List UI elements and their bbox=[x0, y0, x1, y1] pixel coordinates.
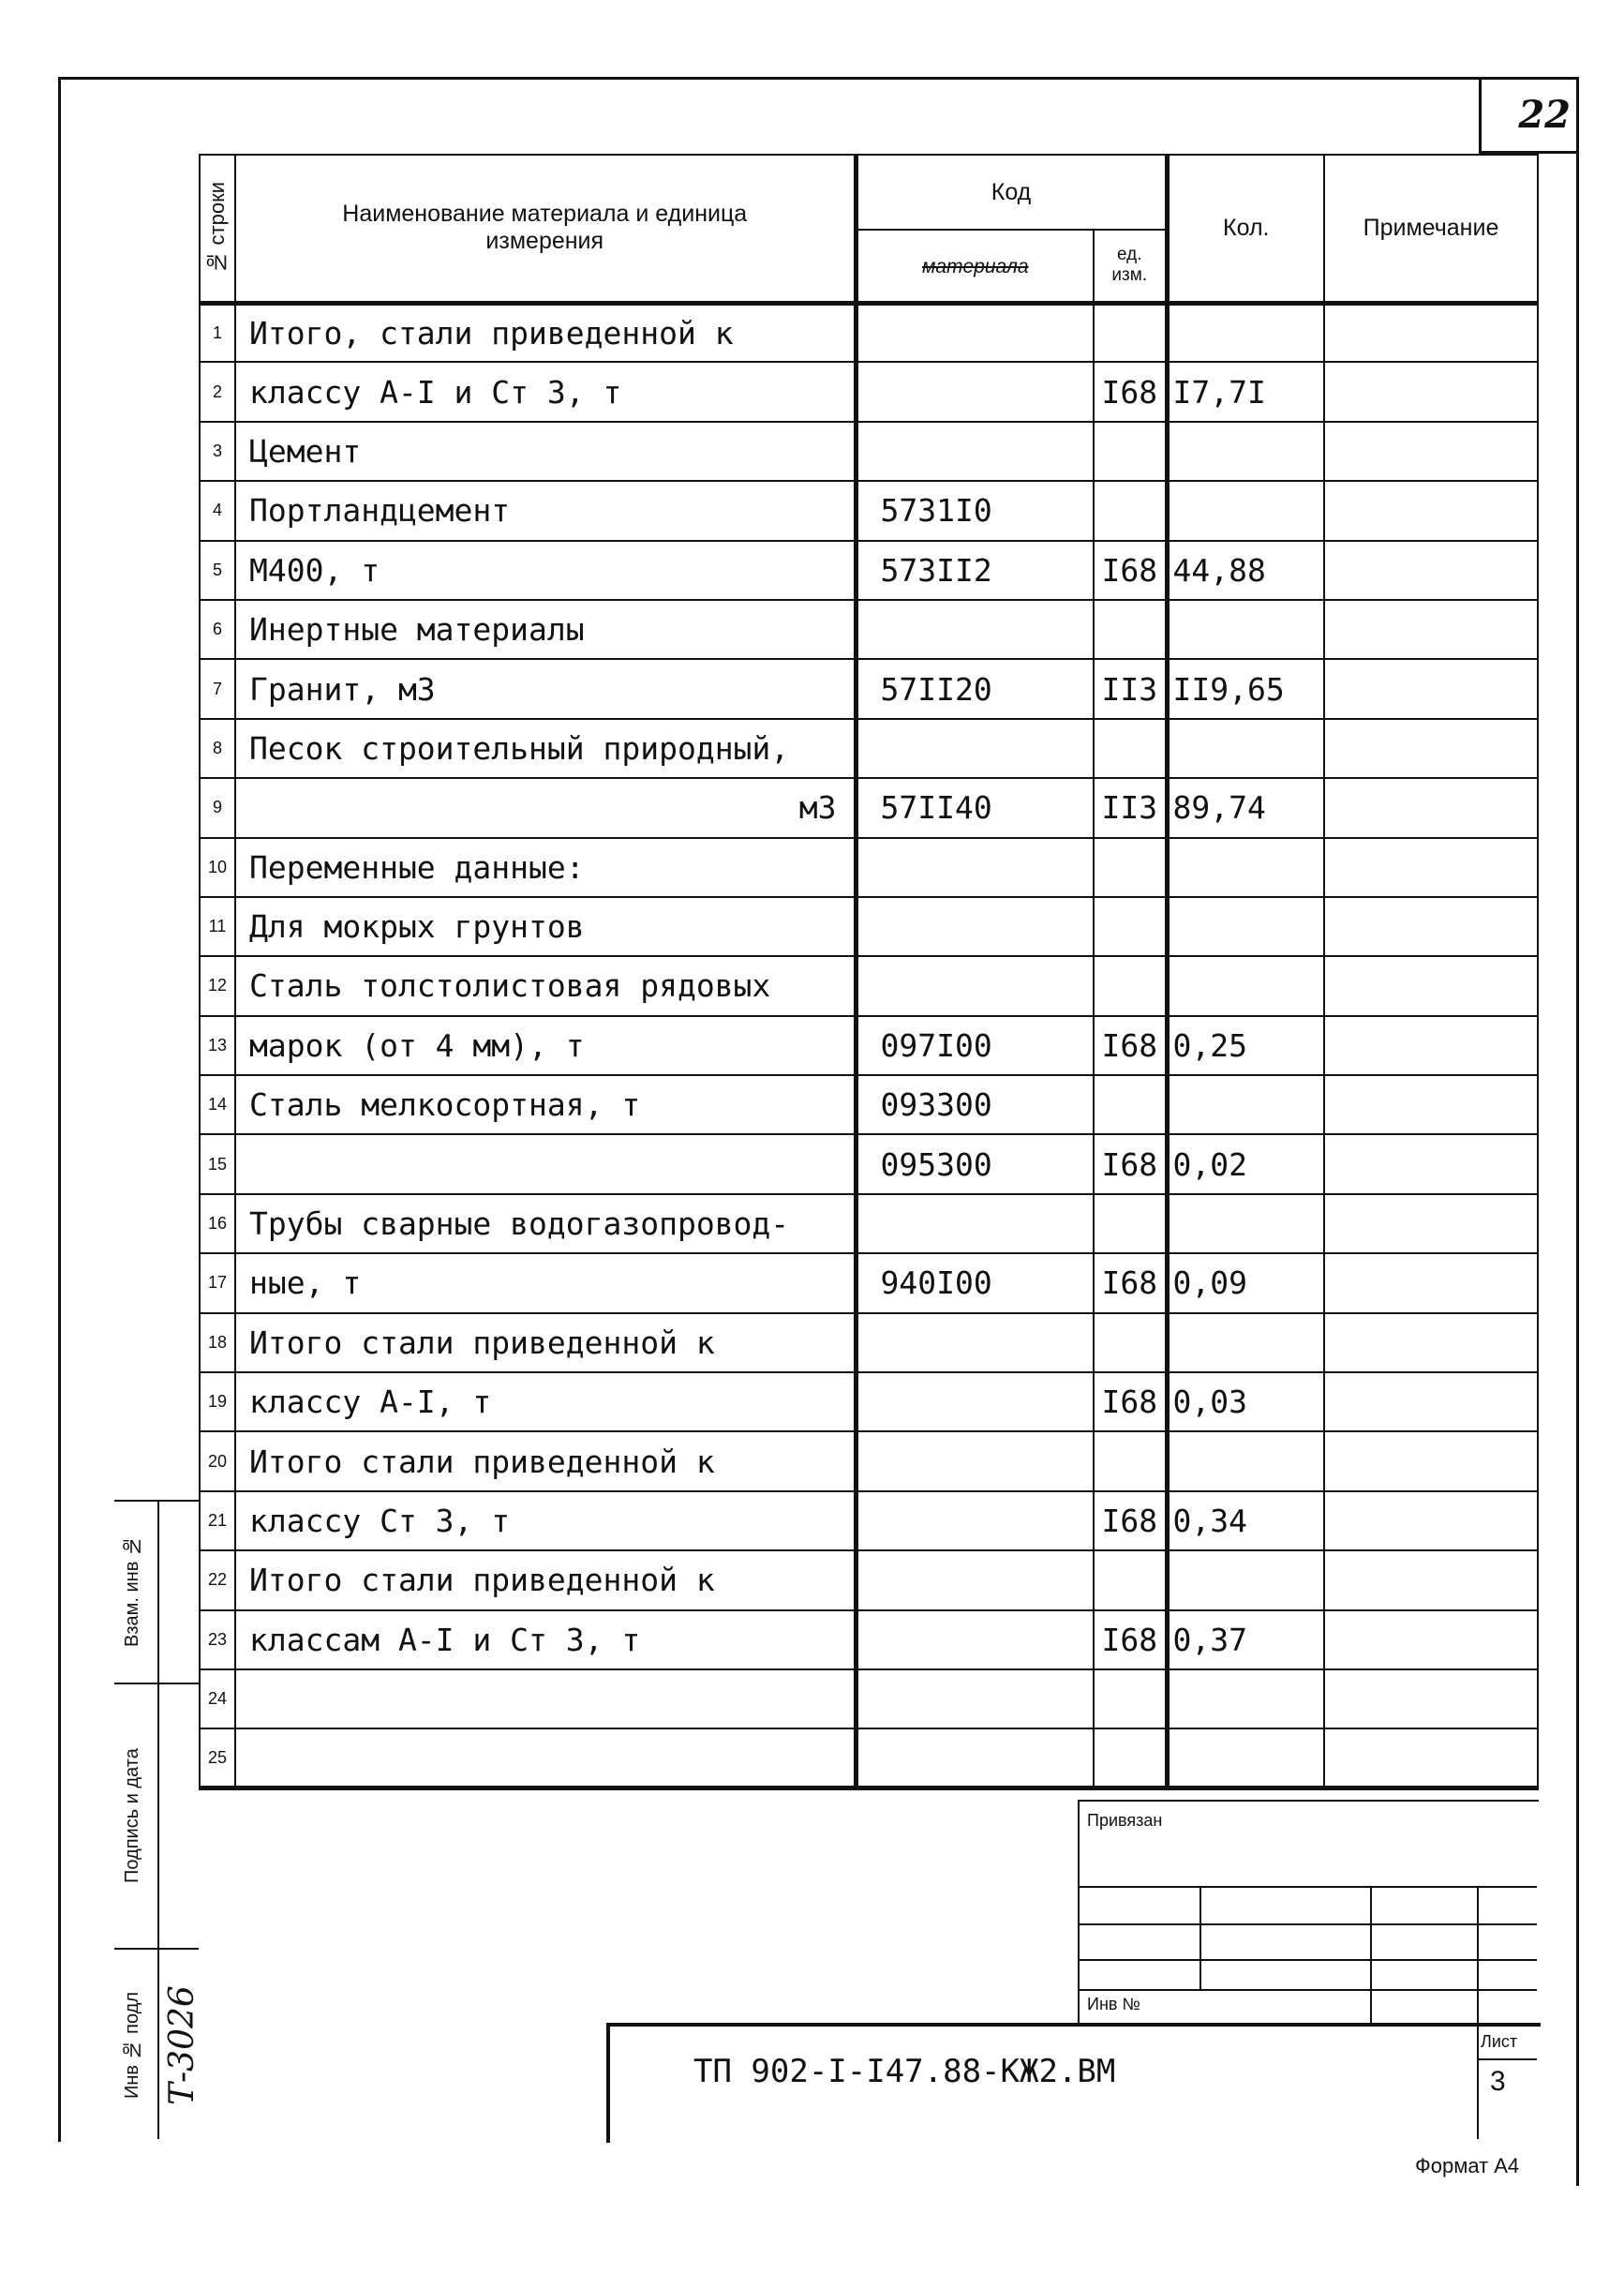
material-name-cell: классам А-I и Ст 3, т bbox=[235, 1610, 856, 1669]
quantity-cell: 0,02 bbox=[1167, 1134, 1324, 1193]
unit-code-cell bbox=[1094, 897, 1167, 956]
note-cell bbox=[1324, 719, 1538, 778]
unit-code-cell bbox=[1094, 1194, 1167, 1253]
quantity-cell: 0,03 bbox=[1167, 1372, 1324, 1431]
note-cell bbox=[1324, 1253, 1538, 1312]
note-cell bbox=[1324, 600, 1538, 659]
quantity-cell bbox=[1167, 719, 1324, 778]
side-label-vzam: Взам. инв № bbox=[122, 1535, 142, 1648]
row-number-cell: 11 bbox=[200, 897, 235, 956]
material-name-cell: Песок строительный природный, bbox=[235, 719, 856, 778]
side-stamp-separator bbox=[157, 1500, 159, 2139]
row-number-cell: 14 bbox=[200, 1075, 235, 1134]
table-row bbox=[200, 1194, 1538, 1253]
side-divider-2 bbox=[114, 1948, 199, 1950]
unit-code-cell bbox=[1094, 600, 1167, 659]
document-code: ТП 902-I-I47.88-КЖ2.ВМ bbox=[693, 2053, 1116, 2090]
quantity-cell: 0,37 bbox=[1167, 1610, 1324, 1669]
material-name-cell bbox=[235, 1134, 856, 1193]
material-code-cell: 095300 bbox=[856, 1134, 1094, 1193]
material-name-cell: марок (от 4 мм), т bbox=[235, 1016, 856, 1075]
note-cell bbox=[1324, 1313, 1538, 1372]
table-row bbox=[200, 422, 1538, 481]
table-row bbox=[200, 1728, 1538, 1788]
material-name-cell: Инертные материалы bbox=[235, 600, 856, 659]
table-row bbox=[200, 838, 1538, 897]
note-cell bbox=[1324, 422, 1538, 481]
side-label-signature: Подпись и дата bbox=[122, 1748, 142, 1884]
note-cell bbox=[1324, 659, 1538, 718]
row-number-cell: 25 bbox=[200, 1728, 235, 1788]
table-row bbox=[200, 1313, 1538, 1372]
table-row bbox=[200, 1134, 1538, 1193]
material-name-cell: классу А-I и Ст 3, т bbox=[235, 362, 856, 421]
quantity-cell bbox=[1167, 1431, 1324, 1490]
sheet-value: 3 bbox=[1490, 2066, 1506, 2097]
unit-code-cell bbox=[1094, 1313, 1167, 1372]
quantity-cell bbox=[1167, 897, 1324, 956]
material-code-cell bbox=[856, 1491, 1094, 1550]
stamp-line-2 bbox=[1078, 1923, 1537, 1925]
row-number-cell: 10 bbox=[200, 838, 235, 897]
unit-code-cell bbox=[1094, 1728, 1167, 1788]
material-code-cell bbox=[856, 1669, 1094, 1728]
quantity-cell bbox=[1167, 1075, 1324, 1134]
row-number-cell: 21 bbox=[200, 1491, 235, 1550]
sheet-right-border bbox=[1576, 77, 1579, 2186]
material-code-cell bbox=[856, 719, 1094, 778]
note-cell bbox=[1324, 778, 1538, 837]
unit-code-cell: I68 bbox=[1094, 1372, 1167, 1431]
material-code-cell bbox=[856, 1194, 1094, 1253]
unit-code-cell bbox=[1094, 838, 1167, 897]
quantity-cell bbox=[1167, 600, 1324, 659]
material-name-cell: М400, т bbox=[235, 541, 856, 600]
note-cell bbox=[1324, 541, 1538, 600]
note-cell bbox=[1324, 897, 1538, 956]
note-cell bbox=[1324, 1669, 1538, 1728]
material-code-cell: 573II2 bbox=[856, 541, 1094, 600]
quantity-cell bbox=[1167, 1728, 1324, 1788]
stamp-line-4 bbox=[1078, 1989, 1537, 1991]
quantity-cell: 0,09 bbox=[1167, 1253, 1324, 1312]
unit-code-cell: II3 bbox=[1094, 659, 1167, 718]
format-label: Формат А4 bbox=[1415, 2154, 1520, 2177]
row-number-cell: 23 bbox=[200, 1610, 235, 1669]
unit-code-cell bbox=[1094, 1550, 1167, 1609]
quantity-cell bbox=[1167, 838, 1324, 897]
row-number-cell: 4 bbox=[200, 481, 235, 540]
header-note: Примечание bbox=[1324, 155, 1538, 303]
note-cell bbox=[1324, 1610, 1538, 1669]
table-row bbox=[200, 1253, 1538, 1312]
material-code-cell bbox=[856, 1610, 1094, 1669]
header-code-unit: ед. изм. bbox=[1094, 230, 1167, 303]
unit-code-cell bbox=[1094, 1431, 1167, 1490]
material-code-cell: 097I00 bbox=[856, 1016, 1094, 1075]
row-number-cell: 16 bbox=[200, 1194, 235, 1253]
side-divider-1 bbox=[114, 1683, 199, 1684]
material-name-cell: Итого, стали приведенной к bbox=[235, 303, 856, 362]
stamp-vline-2 bbox=[1370, 1886, 1372, 2023]
stamp-inv-no: Инв № bbox=[1087, 1995, 1140, 2013]
unit-code-cell: I68 bbox=[1094, 1134, 1167, 1193]
material-name-cell: ные, т bbox=[235, 1253, 856, 1312]
material-name-cell: Трубы сварные водогазопровод- bbox=[235, 1194, 856, 1253]
material-name-cell bbox=[235, 1728, 856, 1788]
quantity-cell bbox=[1167, 303, 1324, 362]
material-name-cell: классу Ст 3, т bbox=[235, 1491, 856, 1550]
material-code-cell: 57II20 bbox=[856, 659, 1094, 718]
material-name-cell: Портландцемент bbox=[235, 481, 856, 540]
row-number-cell: 22 bbox=[200, 1550, 235, 1609]
materials-table bbox=[199, 154, 1539, 1790]
note-cell bbox=[1324, 1134, 1538, 1193]
material-name-cell: Сталь толстолистовая рядовых bbox=[235, 956, 856, 1015]
stamp-vline-1 bbox=[1199, 1886, 1201, 1989]
table-row bbox=[200, 1610, 1538, 1669]
material-code-cell bbox=[856, 303, 1094, 362]
unit-code-cell bbox=[1094, 1669, 1167, 1728]
note-cell bbox=[1324, 1728, 1538, 1788]
row-number-cell: 13 bbox=[200, 1016, 235, 1075]
row-number-cell: 17 bbox=[200, 1253, 235, 1312]
table-row bbox=[200, 1372, 1538, 1431]
quantity-cell: 0,34 bbox=[1167, 1491, 1324, 1550]
quantity-cell bbox=[1167, 1194, 1324, 1253]
row-number-cell: 20 bbox=[200, 1431, 235, 1490]
stamp-line-1 bbox=[1078, 1886, 1537, 1888]
material-name-cell: Для мокрых грунтов bbox=[235, 897, 856, 956]
material-name-cell: Цемент bbox=[235, 422, 856, 481]
note-cell bbox=[1324, 1550, 1538, 1609]
table-row bbox=[200, 541, 1538, 600]
table-row bbox=[200, 956, 1538, 1015]
material-code-cell bbox=[856, 1550, 1094, 1609]
table-row bbox=[200, 600, 1538, 659]
note-cell bbox=[1324, 1194, 1538, 1253]
unit-code-cell: I68 bbox=[1094, 1491, 1167, 1550]
material-code-cell: 093300 bbox=[856, 1075, 1094, 1134]
note-cell bbox=[1324, 838, 1538, 897]
table-row bbox=[200, 303, 1538, 362]
unit-code-cell bbox=[1094, 303, 1167, 362]
note-cell bbox=[1324, 1075, 1538, 1134]
quantity-cell: 44,88 bbox=[1167, 541, 1324, 600]
row-number-cell: 1 bbox=[200, 303, 235, 362]
material-code-cell bbox=[856, 1313, 1094, 1372]
table-row bbox=[200, 362, 1538, 421]
header-code-material: материала bbox=[856, 230, 1094, 303]
unit-code-cell bbox=[1094, 719, 1167, 778]
stamp-vline-3 bbox=[1477, 1886, 1479, 2023]
material-name-cell bbox=[235, 1669, 856, 1728]
unit-code-cell: I68 bbox=[1094, 1610, 1167, 1669]
material-code-cell: 57II40 bbox=[856, 778, 1094, 837]
material-code-cell bbox=[856, 1431, 1094, 1490]
quantity-cell: II9,65 bbox=[1167, 659, 1324, 718]
row-number-cell: 15 bbox=[200, 1134, 235, 1193]
row-number-cell: 3 bbox=[200, 422, 235, 481]
note-cell bbox=[1324, 303, 1538, 362]
note-cell bbox=[1324, 1431, 1538, 1490]
unit-code-cell: I68 bbox=[1094, 1016, 1167, 1075]
material-code-cell: 5731I0 bbox=[856, 481, 1094, 540]
note-cell bbox=[1324, 956, 1538, 1015]
quantity-cell bbox=[1167, 481, 1324, 540]
row-number-cell: 6 bbox=[200, 600, 235, 659]
table-row bbox=[200, 1669, 1538, 1728]
material-name-cell: Переменные данные: bbox=[235, 838, 856, 897]
table-row bbox=[200, 1016, 1538, 1075]
note-cell bbox=[1324, 362, 1538, 421]
row-number-cell: 7 bbox=[200, 659, 235, 718]
table-row bbox=[200, 778, 1538, 837]
unit-code-cell bbox=[1094, 422, 1167, 481]
unit-code-cell: I68 bbox=[1094, 1253, 1167, 1312]
quantity-cell: 89,74 bbox=[1167, 778, 1324, 837]
header-qty: Кол. bbox=[1167, 155, 1324, 303]
table-row bbox=[200, 897, 1538, 956]
unit-code-cell: I68 bbox=[1094, 541, 1167, 600]
material-name-cell: классу А-I, т bbox=[235, 1372, 856, 1431]
unit-code-cell: I68 bbox=[1094, 362, 1167, 421]
quantity-cell: 0,25 bbox=[1167, 1016, 1324, 1075]
header-row-number: № строки bbox=[200, 155, 235, 303]
table-row bbox=[200, 719, 1538, 778]
table-row bbox=[200, 481, 1538, 540]
material-name-cell: Итого стали приведенной к bbox=[235, 1431, 856, 1490]
material-code-cell bbox=[856, 1372, 1094, 1431]
table-row bbox=[200, 1491, 1538, 1550]
table-row bbox=[200, 1550, 1538, 1609]
material-code-cell bbox=[856, 956, 1094, 1015]
stamp-privyazan: Привязан bbox=[1087, 1811, 1163, 1830]
row-number-cell: 2 bbox=[200, 362, 235, 421]
quantity-cell bbox=[1167, 1669, 1324, 1728]
row-number-cell: 8 bbox=[200, 719, 235, 778]
row-number-cell: 12 bbox=[200, 956, 235, 1015]
note-cell bbox=[1324, 481, 1538, 540]
material-name-cell: Итого стали приведенной к bbox=[235, 1313, 856, 1372]
note-cell bbox=[1324, 1491, 1538, 1550]
unit-code-cell bbox=[1094, 1075, 1167, 1134]
side-label-inv-podl: Инв № подл bbox=[122, 1991, 142, 2099]
quantity-cell: I7,7I bbox=[1167, 362, 1324, 421]
sheet-box-divider bbox=[1477, 2058, 1537, 2060]
unit-code-cell: II3 bbox=[1094, 778, 1167, 837]
stamp-line-3 bbox=[1078, 1959, 1537, 1961]
row-number-cell: 9 bbox=[200, 778, 235, 837]
table-row bbox=[200, 1431, 1538, 1490]
material-name-cell: Итого стали приведенной к bbox=[235, 1550, 856, 1609]
row-number-cell: 5 bbox=[200, 541, 235, 600]
note-cell bbox=[1324, 1372, 1538, 1431]
material-code-cell bbox=[856, 600, 1094, 659]
quantity-cell bbox=[1167, 422, 1324, 481]
binding-stamp bbox=[1078, 1800, 1539, 2027]
quantity-cell bbox=[1167, 1313, 1324, 1372]
side-inv-podl-value: Т-3026 bbox=[163, 1985, 201, 2106]
table-row bbox=[200, 659, 1538, 718]
sheet-label: Лист bbox=[1481, 2032, 1518, 2051]
unit-code-cell bbox=[1094, 956, 1167, 1015]
material-code-cell bbox=[856, 362, 1094, 421]
quantity-cell bbox=[1167, 956, 1324, 1015]
note-cell bbox=[1324, 1016, 1538, 1075]
unit-code-cell bbox=[1094, 481, 1167, 540]
material-code-cell bbox=[856, 1728, 1094, 1788]
sheet-corner-number: 22 bbox=[1479, 77, 1576, 154]
material-code-cell: 940I00 bbox=[856, 1253, 1094, 1312]
header-code: Код bbox=[856, 155, 1167, 230]
quantity-cell bbox=[1167, 1550, 1324, 1609]
row-number-cell: 18 bbox=[200, 1313, 235, 1372]
material-code-cell bbox=[856, 897, 1094, 956]
row-number-cell: 19 bbox=[200, 1372, 235, 1431]
material-name-cell: Гранит, м3 bbox=[235, 659, 856, 718]
material-name-cell: Сталь мелкосортная, т bbox=[235, 1075, 856, 1134]
row-number-cell: 24 bbox=[200, 1669, 235, 1728]
material-code-cell bbox=[856, 422, 1094, 481]
header-name: Наименование материала и единица измерения bbox=[235, 155, 856, 303]
material-code-cell bbox=[856, 838, 1094, 897]
material-name-cell: м3 bbox=[235, 778, 856, 837]
table-row bbox=[200, 1075, 1538, 1134]
